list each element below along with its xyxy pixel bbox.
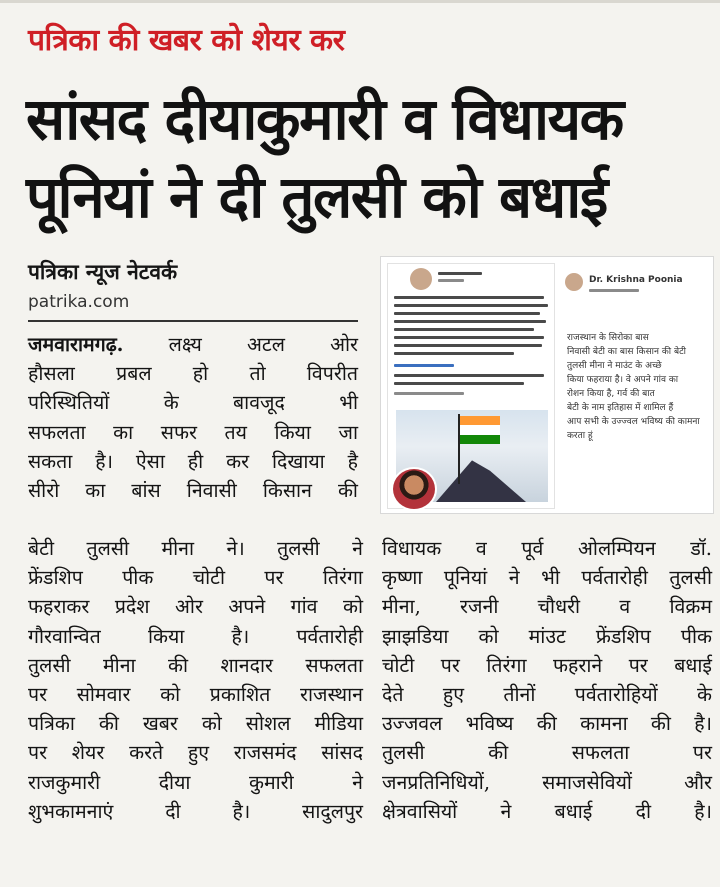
text-line xyxy=(394,296,544,299)
article-line: पर शेयर करते हुए राजसमंद सांसद xyxy=(28,741,363,765)
text-line xyxy=(394,392,464,395)
text-line xyxy=(589,289,639,292)
article-line: सफलता का सफर तय किया जा xyxy=(28,420,358,444)
text-line xyxy=(438,279,464,282)
article-line: मीना, रजनी चौधरी व विक्रम xyxy=(382,595,712,619)
article-line: पर सोमवार को प्रकाशित राजस्थान xyxy=(28,683,363,707)
tweet-text-line: तुलसी मीना ने माउंट के अच्छे xyxy=(567,361,662,371)
avatar xyxy=(565,273,583,291)
text-line xyxy=(394,320,546,323)
tweet-text-line: करता हूं xyxy=(567,431,593,441)
byline: पत्रिका न्यूज नेटवर्क xyxy=(28,260,178,284)
tweet-text-line: निवासी बेटी का बास किसान की बेटी xyxy=(567,347,686,357)
headline xyxy=(26,80,706,236)
article-line: शुभकामनाएं दी है। सादुलपुर xyxy=(28,799,363,823)
text-line xyxy=(394,336,544,339)
article-line: तुलसी की सफलता पर xyxy=(382,741,712,765)
dateline: जमवारामगढ़. xyxy=(28,333,124,356)
tweet-text-line: आप सभी के उज्ज्वल भविष्य की कामना xyxy=(567,417,700,427)
byline-divider xyxy=(28,320,358,322)
social-media-screenshot xyxy=(380,256,714,514)
article-line: तुलसी मीना की शानदार सफलता xyxy=(28,653,363,677)
article-line: पत्रिका की खबर को सोशल मीडिया xyxy=(28,712,363,736)
article-column-a-bottom xyxy=(28,534,363,826)
article-line: क्षेत्रवासियों ने बधाई दी है। xyxy=(382,799,712,823)
avatar xyxy=(410,268,432,290)
tweet-text-line: राजस्थान के सिरोका बास xyxy=(567,333,649,343)
text-line xyxy=(438,272,482,275)
text-line xyxy=(394,352,514,355)
article-line: परिस्थितियों के बावजूद भी xyxy=(28,391,358,415)
text-line xyxy=(394,304,548,307)
article-line: कृष्णा पूनियां ने भी पर्वतारोही तुलसी xyxy=(382,566,712,590)
text-line xyxy=(394,312,540,315)
text-line xyxy=(394,344,542,347)
kicker-label: पत्रिका की खबर को शेयर कर xyxy=(28,23,345,58)
text-line xyxy=(394,328,534,331)
article-line: जनप्रतिनिधियों, समाजसेवियों और xyxy=(382,770,712,794)
article-line: फहराकर प्रदेश ओर अपने गांव को xyxy=(28,595,363,619)
tweet-author: Dr. Krishna Poonia xyxy=(589,275,683,285)
tweet-text-line: किया फहराया है। वे अपने गांव का xyxy=(567,375,679,385)
article-line: हौसला प्रबल हो तो विपरीत xyxy=(28,362,358,386)
top-border xyxy=(0,0,720,3)
article-line-text: लक्ष्य अटल ओर xyxy=(123,333,358,356)
portrait-inset xyxy=(391,467,437,511)
article-line: बेटी तुलसी मीना ने। तुलसी ने xyxy=(28,537,363,560)
article-line: देते हुए तीनों पर्वतारोहियों के xyxy=(382,683,712,707)
text-line xyxy=(394,374,544,377)
site-url: patrika.com xyxy=(28,292,130,312)
tricolor-flag xyxy=(460,416,500,444)
article-line: फ्रेंडशिप पीक चोटी पर तिरंगा xyxy=(28,566,363,590)
article-line: सीरो का बांस निवासी किसान की xyxy=(28,479,358,503)
text-line xyxy=(394,382,524,385)
text-line xyxy=(394,364,454,367)
tweet-text-line: रोशन किया है, गर्व की बात xyxy=(567,389,655,399)
tweet-text-line: बेटी के नाम इतिहास में शामिल हैं xyxy=(567,403,674,413)
tweet-card-right xyxy=(561,263,709,509)
article-line: सकता है। ऐसा ही कर दिखाया है xyxy=(28,449,358,473)
article-column-b xyxy=(382,534,712,826)
article-line: उज्जवल भविष्य की कामना की है। xyxy=(382,712,712,736)
article-line: झाझडिया को मांउट फ्रेंडशिप पीक xyxy=(382,624,712,648)
article-line: चोटी पर तिरंगा फहराने पर बधाई xyxy=(382,653,712,677)
headline-line-2: पूनियां ने दी तुलसी को बधाई xyxy=(26,163,607,231)
article-line xyxy=(28,330,358,359)
mountain-shape xyxy=(436,450,526,502)
article-line: गौरवान्वित किया है। पर्वतारोही xyxy=(28,624,363,648)
article-line: राजकुमारी दीया कुमारी ने xyxy=(28,770,363,794)
article-column-a-top xyxy=(28,330,358,505)
article-line: विधायक व पूर्व ओलम्पियन डॉ. xyxy=(382,537,712,560)
headline-line-1: सांसद दीयाकुमारी व विधायक xyxy=(26,85,623,153)
